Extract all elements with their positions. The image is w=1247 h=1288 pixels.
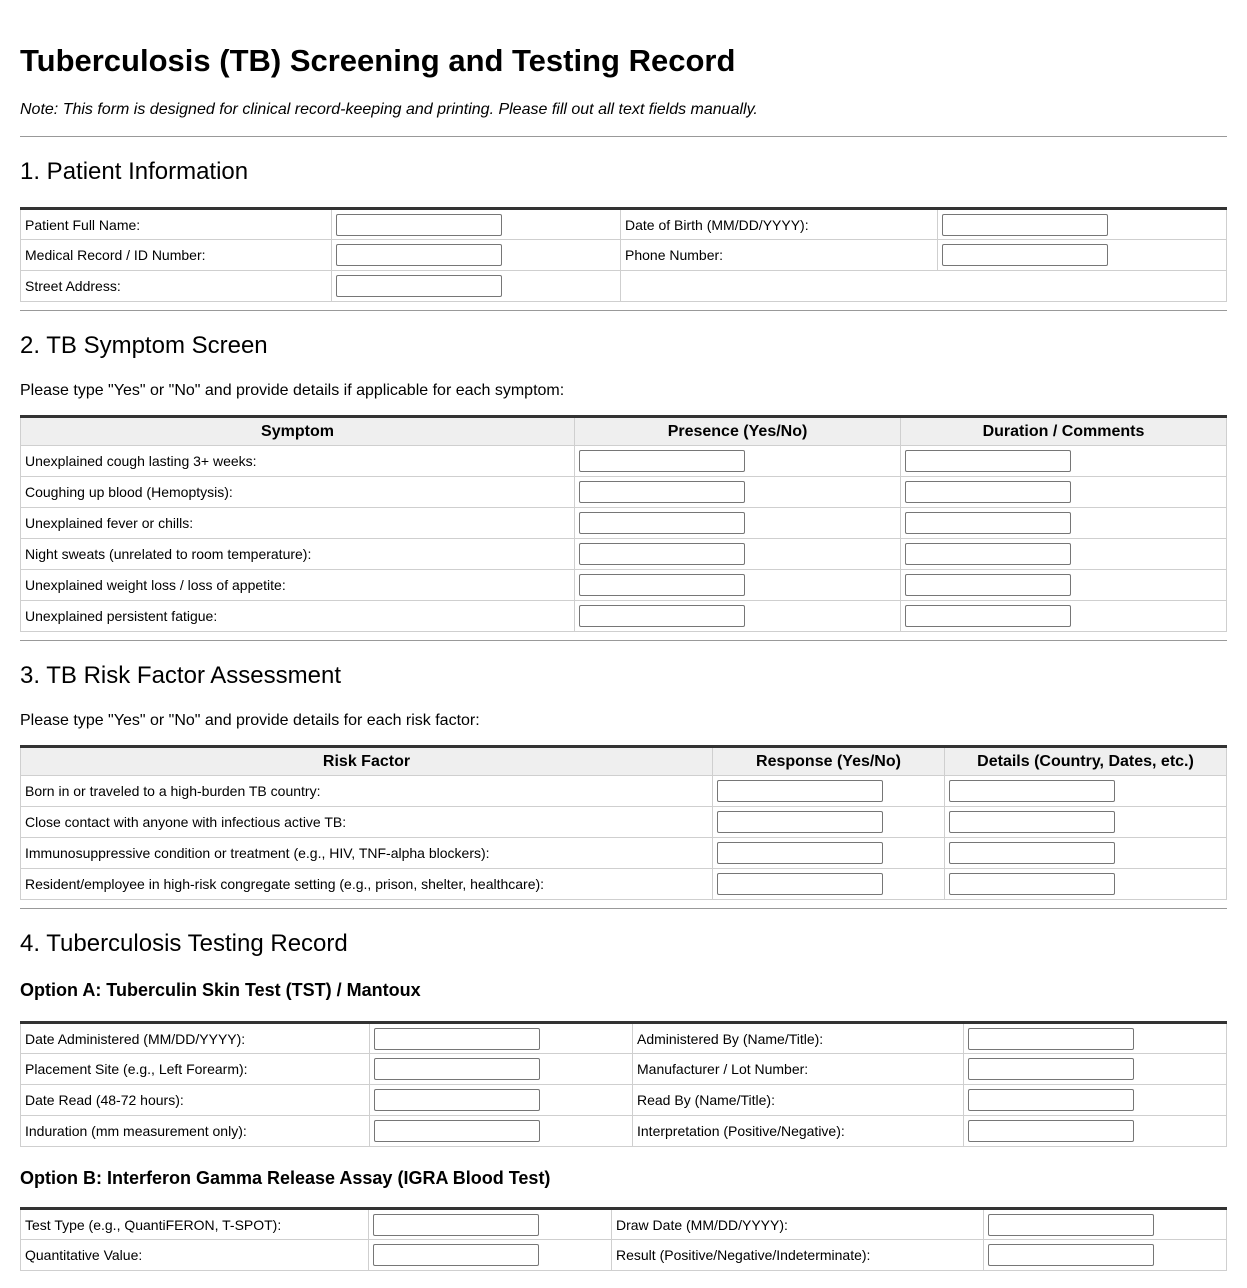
form-note: Note: This form is designed for clinical record-keeping and printing. Please fill out all text fields manually. — [20, 101, 758, 118]
read-by-input[interactable] — [968, 1089, 1134, 1111]
table-row — [21, 570, 1227, 601]
manufacturer-lot-input[interactable] — [968, 1058, 1134, 1080]
risk-details-input[interactable] — [949, 780, 1115, 802]
field-label: Draw Date (MM/DD/YYYY): — [612, 1209, 984, 1240]
symptom-table — [20, 415, 1227, 632]
symptom-label: Night sweats (unrelated to room temperature): — [21, 539, 575, 570]
risk-details-input[interactable] — [949, 811, 1115, 833]
symptom-instruction: Please type "Yes" or "No" and provide details if applicable for each symptom: — [20, 382, 565, 399]
tst-table — [20, 1021, 1227, 1147]
field-label: Read By (Name/Title): — [633, 1085, 964, 1116]
table-header-row — [21, 417, 1227, 446]
section-heading-patient-info: 1. Patient Information — [20, 158, 249, 185]
street-address-input[interactable] — [336, 275, 502, 297]
risk-response-input[interactable] — [717, 842, 883, 864]
risk-factor-table — [20, 745, 1227, 900]
risk-factor-label: Close contact with anyone with infectious active TB: — [21, 807, 713, 838]
table-row — [21, 1023, 1227, 1054]
risk-response-input[interactable] — [717, 811, 883, 833]
field-label: Date of Birth (MM/DD/YYYY): — [621, 209, 938, 240]
column-header: Duration / Comments — [901, 417, 1227, 446]
igra-table — [20, 1207, 1227, 1271]
quantitative-value-input[interactable] — [373, 1244, 539, 1266]
symptom-label: Unexplained weight loss / loss of appetite: — [21, 570, 575, 601]
column-header: Risk Factor — [21, 747, 713, 776]
field-label: Patient Full Name: — [21, 209, 332, 240]
option-a-heading: Option A: Tuberculin Skin Test (TST) / Mantoux — [20, 980, 421, 1000]
date-read-input[interactable] — [374, 1089, 540, 1111]
field-label: Induration (mm measurement only): — [21, 1116, 370, 1147]
table-row — [21, 477, 1227, 508]
section-heading-risk-factors: 3. TB Risk Factor Assessment — [20, 662, 341, 689]
table-row — [21, 1116, 1227, 1147]
table-row — [21, 838, 1227, 869]
table-row — [21, 601, 1227, 632]
symptom-comments-input[interactable] — [905, 543, 1071, 565]
section-heading-symptom-screen: 2. TB Symptom Screen — [20, 332, 268, 359]
igra-result-input[interactable] — [988, 1244, 1154, 1266]
column-header: Details (Country, Dates, etc.) — [945, 747, 1227, 776]
patient-info-table — [20, 207, 1227, 302]
column-header: Symptom — [21, 417, 575, 446]
symptom-label: Unexplained cough lasting 3+ weeks: — [21, 446, 575, 477]
table-header-row — [21, 747, 1227, 776]
risk-instruction: Please type "Yes" or "No" and provide details for each risk factor: — [20, 712, 480, 729]
patient-name-input[interactable] — [336, 214, 502, 236]
symptom-comments-input[interactable] — [905, 574, 1071, 596]
symptom-presence-input[interactable] — [579, 574, 745, 596]
risk-response-input[interactable] — [717, 780, 883, 802]
table-row — [21, 776, 1227, 807]
administered-by-input[interactable] — [968, 1028, 1134, 1050]
symptom-presence-input[interactable] — [579, 481, 745, 503]
date-of-birth-input[interactable] — [942, 214, 1108, 236]
medical-record-input[interactable] — [336, 244, 502, 266]
risk-factor-label: Born in or traveled to a high-burden TB country: — [21, 776, 713, 807]
placement-site-input[interactable] — [374, 1058, 540, 1080]
option-b-heading: Option B: Interferon Gamma Release Assay (IGRA Blood Test) — [20, 1168, 551, 1188]
table-row — [21, 1054, 1227, 1085]
field-label: Date Read (48-72 hours): — [21, 1085, 370, 1116]
section-heading-testing-record: 4. Tuberculosis Testing Record — [20, 930, 348, 957]
risk-response-input[interactable] — [717, 873, 883, 895]
symptom-comments-input[interactable] — [905, 512, 1071, 534]
interpretation-input[interactable] — [968, 1120, 1134, 1142]
table-row — [21, 240, 1227, 271]
field-label: Medical Record / ID Number: — [21, 240, 332, 271]
induration-input[interactable] — [374, 1120, 540, 1142]
draw-date-input[interactable] — [988, 1214, 1154, 1236]
page-title: Tuberculosis (TB) Screening and Testing Record — [20, 43, 736, 78]
symptom-presence-input[interactable] — [579, 543, 745, 565]
field-label: Quantitative Value: — [21, 1240, 369, 1271]
symptom-presence-input[interactable] — [579, 512, 745, 534]
field-label: Interpretation (Positive/Negative): — [633, 1116, 964, 1147]
field-label: Phone Number: — [621, 240, 938, 271]
field-label: Administered By (Name/Title): — [633, 1023, 964, 1054]
symptom-comments-input[interactable] — [905, 450, 1071, 472]
symptom-label: Coughing up blood (Hemoptysis): — [21, 477, 575, 508]
symptom-comments-input[interactable] — [905, 605, 1071, 627]
table-row — [21, 1209, 1227, 1240]
risk-factor-label: Immunosuppressive condition or treatment (e.g., HIV, TNF-alpha blockers): — [21, 838, 713, 869]
phone-number-input[interactable] — [942, 244, 1108, 266]
column-header: Response (Yes/No) — [713, 747, 945, 776]
symptom-comments-input[interactable] — [905, 481, 1071, 503]
field-label: Manufacturer / Lot Number: — [633, 1054, 964, 1085]
test-type-input[interactable] — [373, 1214, 539, 1236]
field-label: Street Address: — [21, 271, 332, 302]
table-row — [21, 869, 1227, 900]
table-row — [21, 1085, 1227, 1116]
column-header: Presence (Yes/No) — [575, 417, 901, 446]
table-row — [21, 1240, 1227, 1271]
field-label: Date Administered (MM/DD/YYYY): — [21, 1023, 370, 1054]
symptom-presence-input[interactable] — [579, 450, 745, 472]
risk-details-input[interactable] — [949, 873, 1115, 895]
table-row — [21, 807, 1227, 838]
symptom-label: Unexplained fever or chills: — [21, 508, 575, 539]
table-row — [21, 271, 1227, 302]
table-row — [21, 539, 1227, 570]
field-label: Test Type (e.g., QuantiFERON, T-SPOT): — [21, 1209, 369, 1240]
table-row — [21, 508, 1227, 539]
symptom-presence-input[interactable] — [579, 605, 745, 627]
field-label: Result (Positive/Negative/Indeterminate): — [612, 1240, 984, 1271]
table-row — [21, 446, 1227, 477]
field-label: Placement Site (e.g., Left Forearm): — [21, 1054, 370, 1085]
risk-details-input[interactable] — [949, 842, 1115, 864]
table-row — [21, 209, 1227, 240]
symptom-label: Unexplained persistent fatigue: — [21, 601, 575, 632]
risk-factor-label: Resident/employee in high-risk congregate setting (e.g., prison, shelter, healthcare): — [21, 869, 713, 900]
date-administered-input[interactable] — [374, 1028, 540, 1050]
